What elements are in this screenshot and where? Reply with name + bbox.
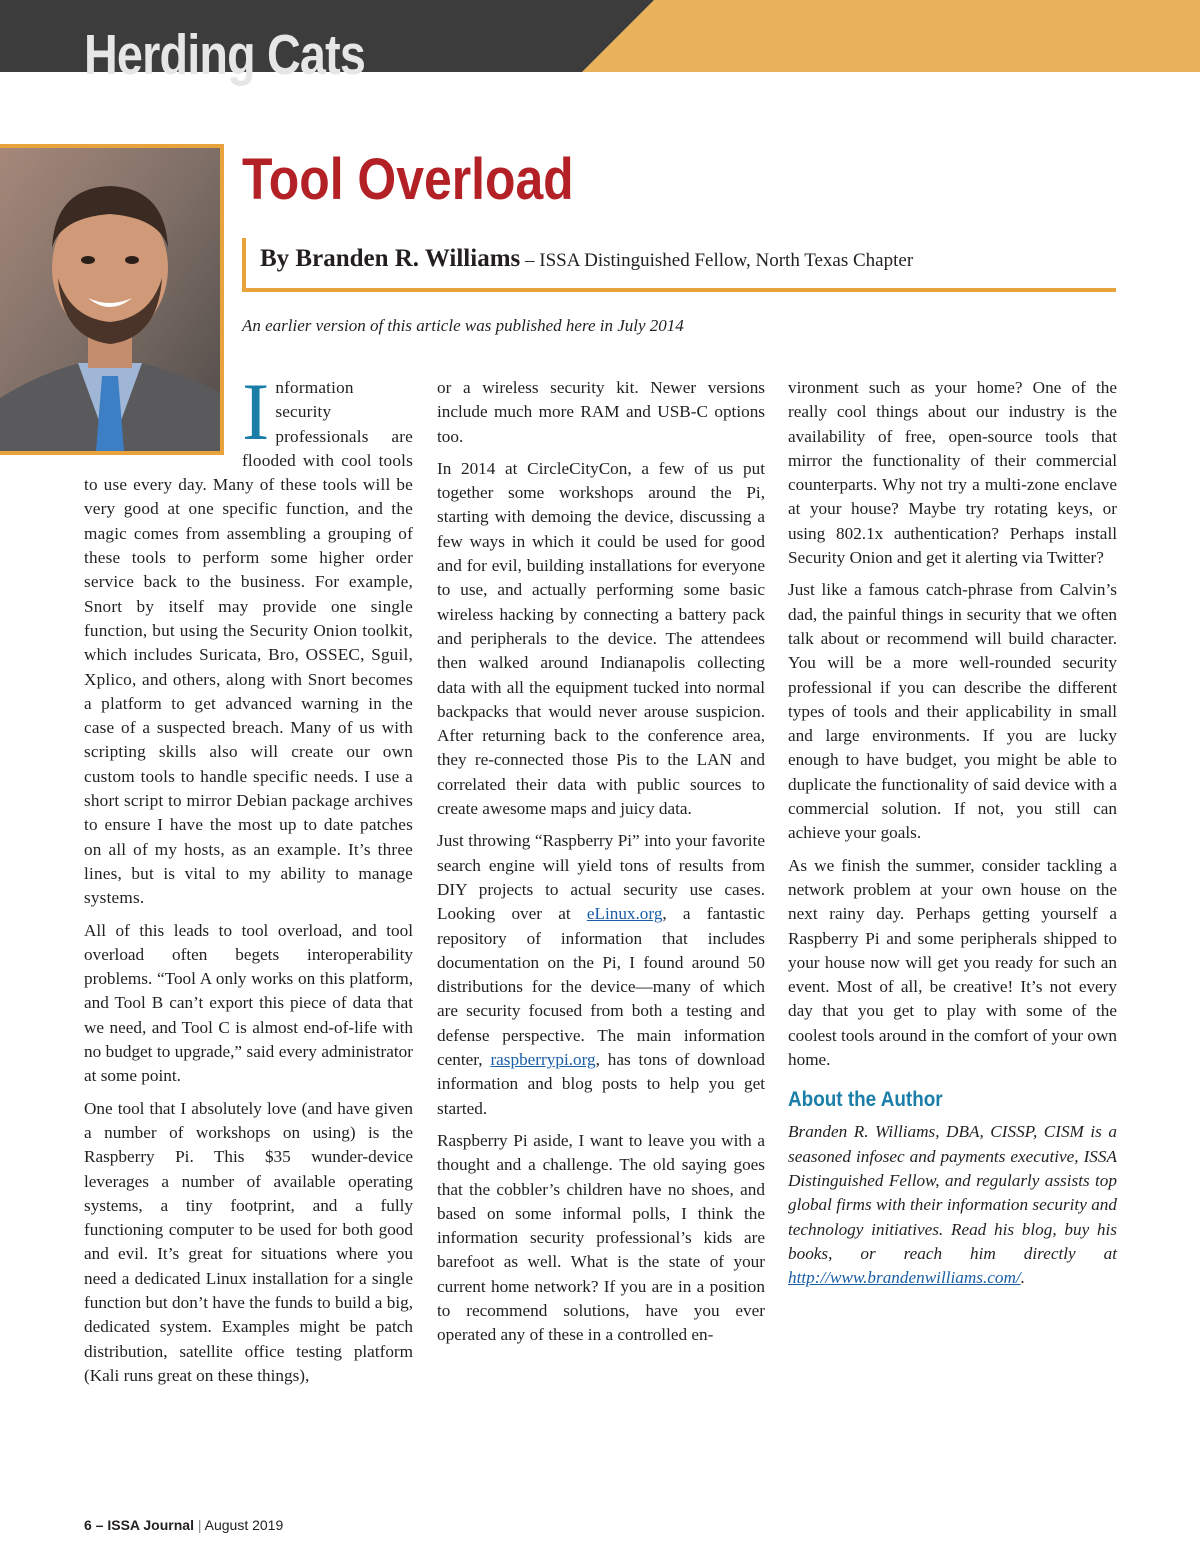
elinux-link[interactable]: eLinux.org [586,904,663,924]
byline [260,242,913,278]
page-footer [84,1515,283,1535]
col2-paragraph-4: Raspberry Pi aside, I want to leave you with a thought and a challenge. The old saying goes that the cobbler’s children have no shoes, and based on some informal polls, I think the information security professional’s kids are barefoot as well. What is the state of your current home network? If you are in a position to recommend solutions, have you ever operated any of these in a controlled en- [437,1130,765,1345]
col1-paragraph-1 [84,366,413,911]
col3-paragraph-1: vironment such as your home? One of the really cool things about our industry is the availability of free, open-source tools that mirror the functionality of their commercial counterparts. Why not try a multi-zone enclave at your house? Maybe try rotating keys, or using 802.1x authentication? Perhaps install Security Onion and get it alerting via Twitter? [788,378,1117,568]
col2-p3-text-b: , a fantastic repository of information that includes documentation on the Pi, I found around 50 distributions for the device—many of which are security focused from both a testing and defense perspective. The main information center, [437,904,765,1070]
col1-paragraph-2: All of this leads to tool overload, and tool overload often begets interoperability problems. “Tool A only works on this platform, and Tool B can’t export this piece of data that we need, and Tool C is almost end-of-life with no budget to upgrade,” said every administrator at some point. [84,920,413,1086]
photo-spacer [84,376,242,470]
article-subnote: An earlier version of this article was published here in July 2014 [242,316,684,335]
byline-author: By Branden R. Williams [260,245,521,272]
byline-bar [242,238,246,290]
col2-paragraph-1: or a wireless security kit. Newer versions include much more RAM and USB-C options too. [437,378,765,446]
about-author-bio: Branden R. Williams, DBA, CISSP, CISM is a seasoned infosec and payments executive, ISSA Distinguished Fellow, and regularly assists top global firms with their information security and technology initiatives. Read his blog, buy his books, or reach him directly at [788,1122,1117,1263]
about-author-text [788,1120,1117,1290]
byline-role: – ISSA Distinguished Fellow, North Texas Chapter [520,250,914,271]
footer-date: August 2019 [204,1517,284,1533]
about-author-heading: About the Author [788,1088,943,1112]
col2-paragraph-3 [437,829,765,1121]
column-3 [788,376,1117,1298]
col1-paragraph-3: One tool that I absolutely love (and have given a number of workshops on using) is the Raspberry Pi. This $35 wunder-device leverages a number of available operating systems, a tiny footprint, and a fully functioning computer to be used for both good and evil. It’s great for situations where you need a dedicated Linux installation for a single function but don’t have the funds to build a big, dedicated system. Examples might be patch distribution, satellite office testing platform (Kali runs great on these things), [84,1098,413,1385]
section-title: Herding Cats [84,23,366,87]
column-1 [84,366,413,1396]
footer-page-label: 6 – ISSA Journal [84,1517,194,1533]
col2-paragraph-2: In 2014 at CircleCityCon, a few of us put together some workshops around the Pi, starting with demoing the device, discussing a few ways in which it could be used for good and for evil, building installations for everyone to use, and actually performing some basic wireless hacking by connecting a battery pack and peripherals to the device. The attendees then walked around Indianapolis collecting data with all the equipment tucked into normal backpacks that would never arouse suspicion. After returning back to the conference area, they re-connected those Pis to the LAN and correlated their data with public sources to create awesome maps and juicy data. [437,458,765,819]
col2-p3-text-c: , has tons of download information and blog posts to help you get started. [437,1050,765,1118]
column-2 [437,376,765,1356]
author-website-link[interactable]: http://www.brandenwilliams.com/ [788,1268,1021,1288]
col1-p1-text: nformation security professionals are flooded with cool tools to use every day. Many of these tools will be very good at one specific function, and the magic comes from assembling a grouping of these tools to perform some higher order service back to the business. For example, Snort by itself may provide one single function, but using the Security Onion toolkit, which includes Suricata, Bro, OSSEC, Sguil, Xplico, and others, along with Snort becomes a platform to get advanced warning in the case of a suspected breach. Many of us with scripting skills also will create our own custom tools to handle specific needs. I use a short script to mirror Debian package archives to ensure I have the most up to date patches on all of my hosts, as an example. It’s three lines, but is vital to my ability to manage systems. [84,378,413,908]
footer-separator: | [197,1517,202,1533]
byline-rule [242,288,1116,292]
article-title: Tool Overload [242,147,574,212]
col3-paragraph-3: As we finish the summer, consider tackling a network problem at your own house on the next rainy day. Perhaps getting yourself a Raspberry Pi and some peripherals shipped to your house now will get you ready for such an event. Most of all, be creative! It’s not every day that you get to play with some of the coolest tools around in the comfort of your own home. [788,855,1117,1070]
col2-p3-text-a: Just throwing “Raspberry Pi” into your favorite search engine will yield tons of results from DIY projects to actual security use cases. Looking over at [437,831,765,924]
drop-cap: I [242,366,270,457]
raspberrypi-link[interactable]: raspberrypi.org [490,1050,596,1070]
about-author-end: . [1020,1268,1025,1288]
col3-paragraph-2: Just like a famous catch-phrase from Calvin’s dad, the painful things in security that we often talk about or recommend will build character. You will be a more well-rounded security professional if you can describe the different types of tools and their applicability in small and large environments. If you are lucky enough to have budget, you might be able to duplicate the functionality of said device with a commercial solution. If not, you still can achieve your goals. [788,580,1117,843]
